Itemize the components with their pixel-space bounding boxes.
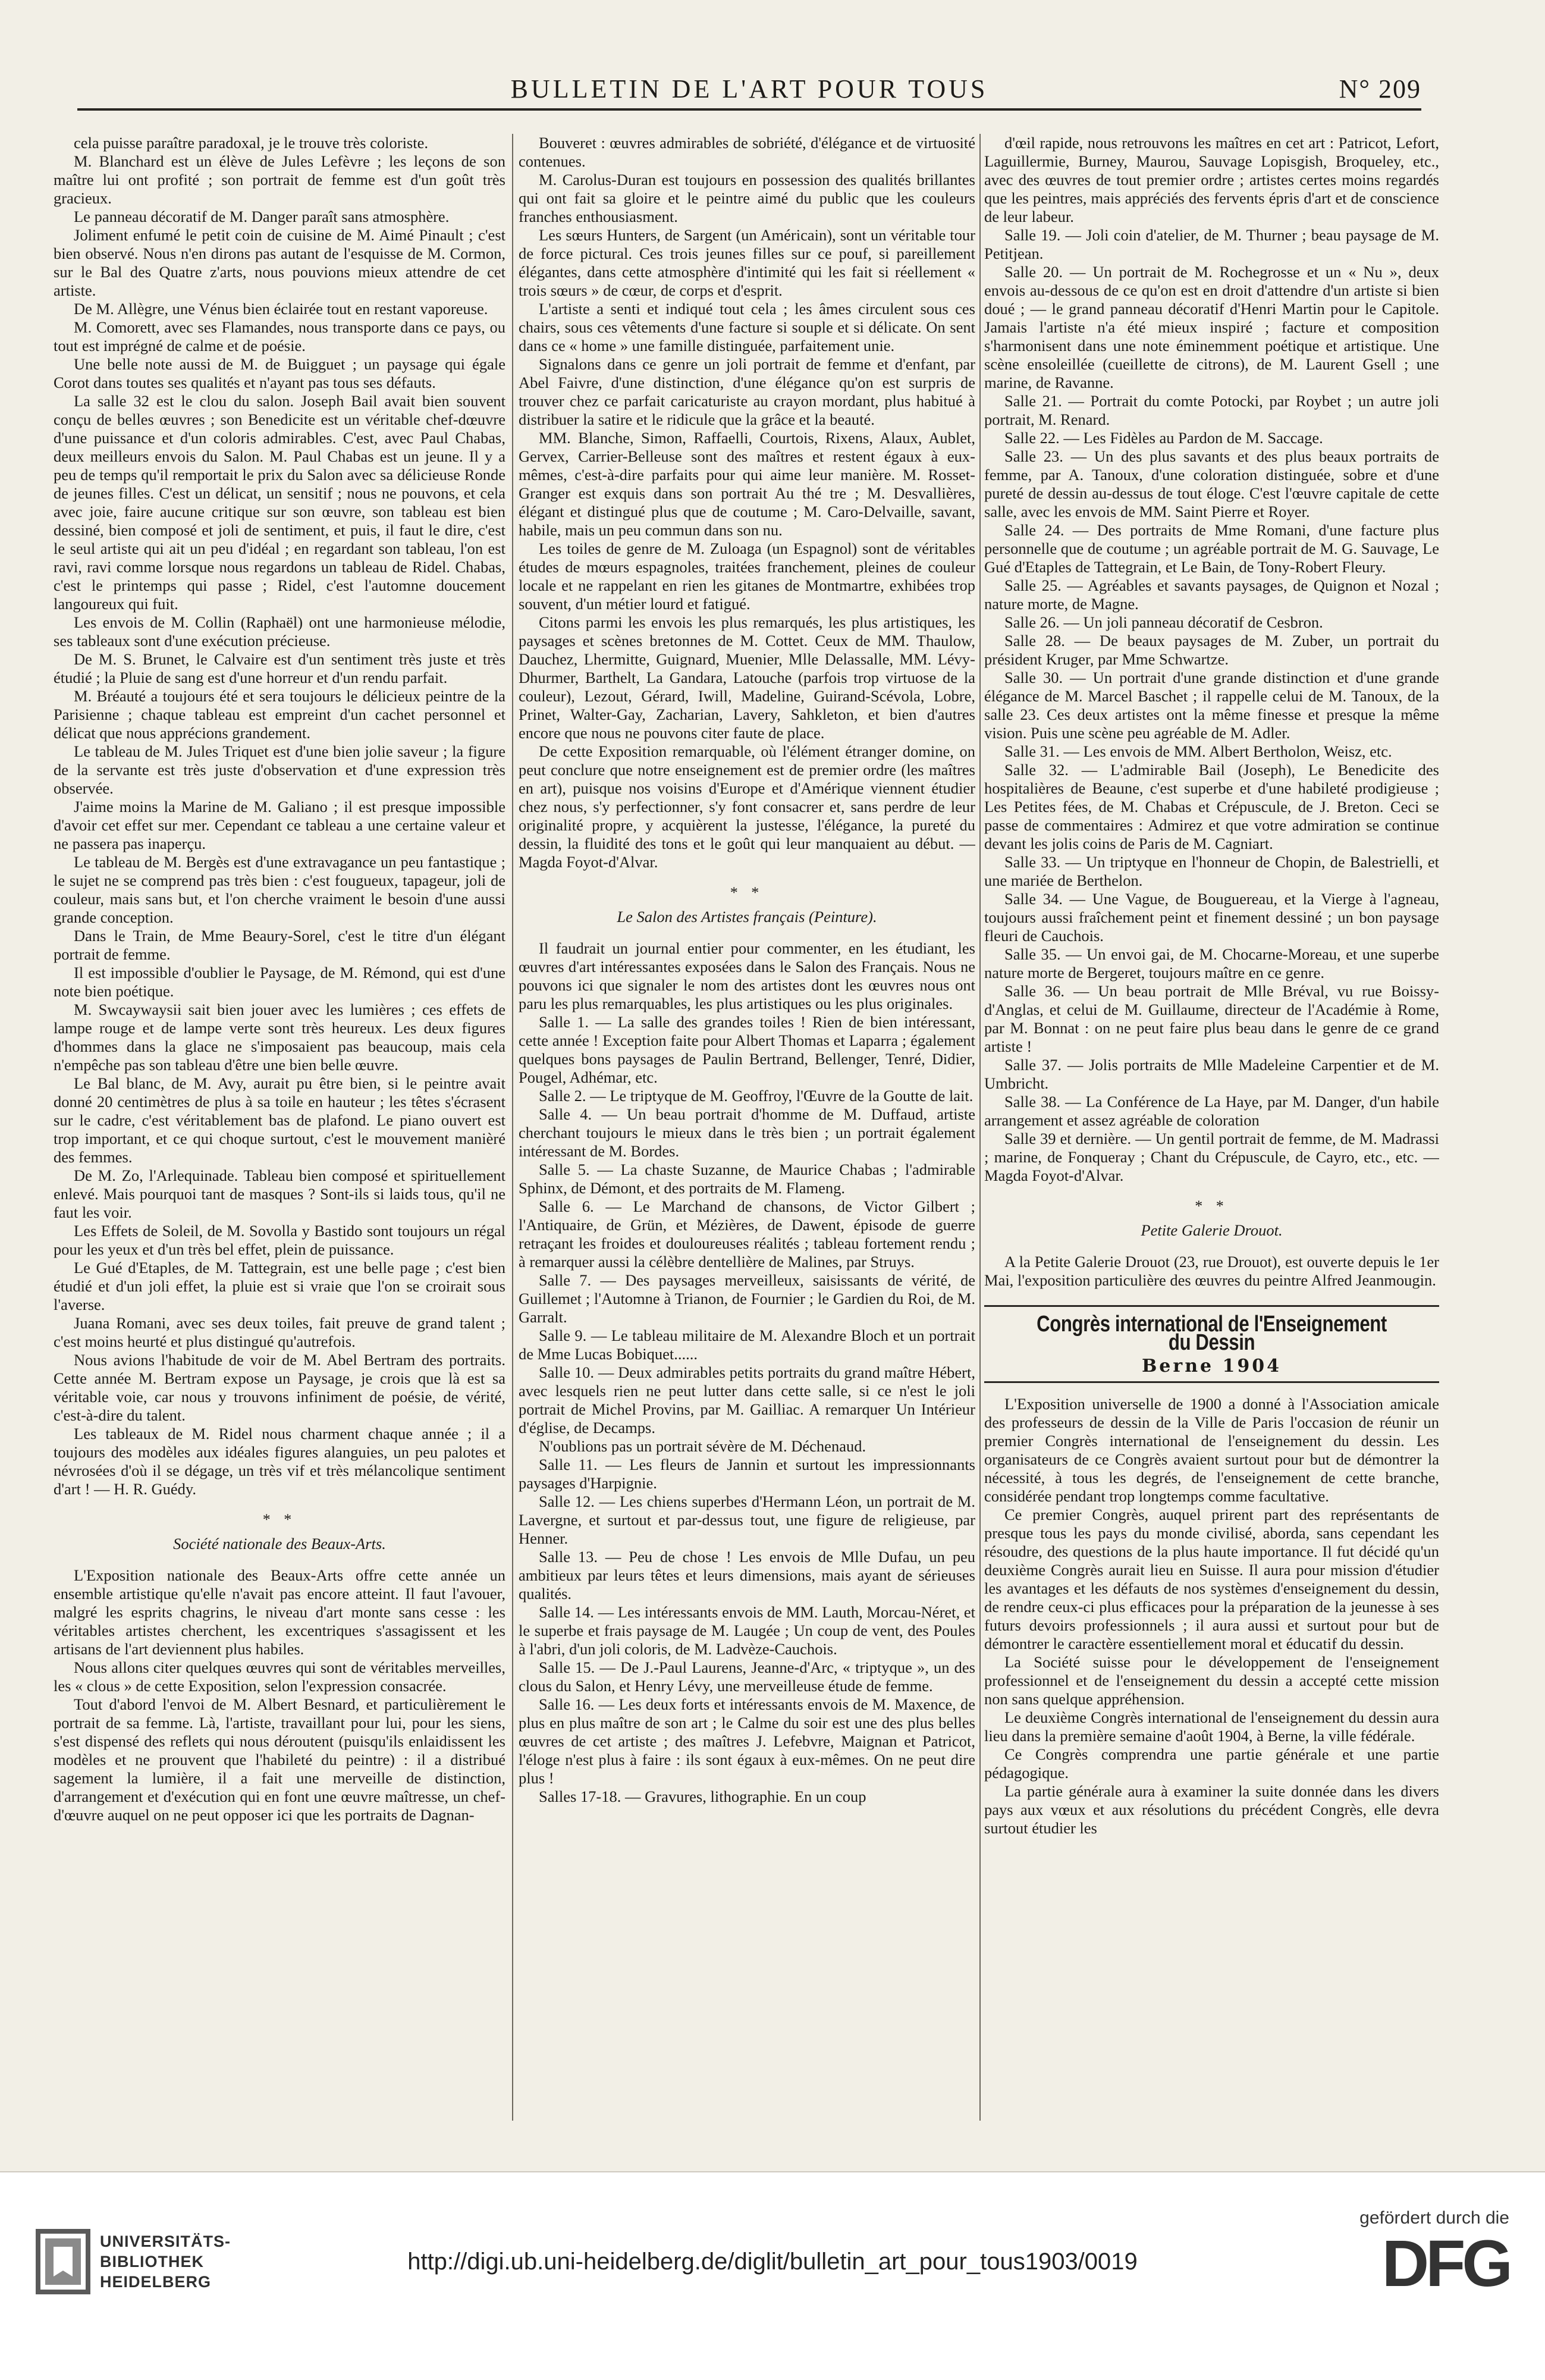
- page-number: N° 209: [1339, 74, 1421, 104]
- paragraph: Le Gué d'Etaples, de M. Tattegrain, est une belle page ; c'est bien étudié et d'un joli effet, la pluie est si vraie que l'on se croirait sous l'averse.: [54, 1259, 505, 1313]
- paragraph: Le Bal blanc, de M. Avy, aurait pu être bien, si le peintre avait donné 20 centimètres de plus à sa toile en hauteur ; les têtes s'écrasent sur le cadre, c'est véritablement bas de plafond. Le piano ouvert est trop important, et ce qui choque surtout, c'est le mouvement manièré des femmes.: [54, 1074, 505, 1166]
- paragraph: L'artiste a senti et indiqué tout cela ; les âmes circulent sous ces chairs, sous ces vêtements d'une facture si souple et si délicate. On sent dans ce « home » une famille distinguée, parfaitement unie.: [519, 300, 975, 355]
- column-rule: [979, 134, 981, 2121]
- paragraph: Citons parmi les envois les plus remarqués, les plus artistiques, les paysages et scènes bretonnes de M. Cottet. Ceux de MM. Thaulow, Dauchez, Lhermitte, Guignard, Muenier, Mlle Delassalle, MM. Lévy-Dhurmer, Barthelt, La Gandara, Latouche (parfois trop virtuose de la couleur), Lezout, Gérard, Iwill, Madeline, Guirand-Scévola, Lobre, Prinet, Walter-Gay, Zacharian, Lavery, Sahkleton, et bien d'autres encore que nous ne pouvons citer faute de place.: [519, 613, 975, 742]
- paragraph: Salle 36. — Un beau portrait de Mlle Bréval, vu rue Boissy-d'Anglas, et celui de M. Guillaume, directeur de l'Académie à Rome, par M. Bonnat : on ne peut faire plus beau dans le genre de ce grand artiste !: [984, 982, 1439, 1055]
- congres-title: Congrès international de l'Enseignement du Dessin: [1037, 1312, 1387, 1355]
- column-2: [519, 134, 975, 2127]
- paragraph: Dans le Train, de Mme Beaury-Sorel, c'est le titre d'un élégant portrait de femme.: [54, 927, 505, 963]
- paragraph: M. Swcaywaysii sait bien jouer avec les lumières ; ces effets de lampe rouge et de lampe verte sont très heureux. Les deux figures d'hommes dans la glace ne s'imposaient pas beaucoup, mais cela n'empêche pas son tableau d'être une bien belle œuvre.: [54, 1001, 505, 1074]
- paragraph: Salle 7. — Des paysages merveilleux, saisissants de vérité, de Guillemet ; l'Automne à Trianon, de Fournier ; le Gardien du Roi, de M. Garralt.: [519, 1271, 975, 1326]
- paragraph: M. Bréauté a toujours été et sera toujours le délicieux peintre de la Parisienne ; chaque tableau est empreint d'un cachet personnel et délicat que nous apprécions grandement.: [54, 687, 505, 742]
- journal-title: BULLETIN DE L'ART POUR TOUS: [510, 74, 988, 104]
- paragraph: Salle 30. — Un portrait d'une grande distinction et d'une grande élégance de M. Marcel Baschet ; il rappelle celui de M. Tanoux, de la salle 23. Ces deux artistes ont la même finesse et presque la même vision. Puis une scène peu agréable de M. Adler.: [984, 669, 1439, 742]
- digitization-footer: [0, 2171, 1545, 2380]
- paragraph: Ce premier Congrès, auquel prirent part des représentants de presque tous les pays du monde civilisé, aborda, sans cependant les résoudre, des questions de la plus haute importance. Il fut décidé qu'un deuxième Congrès aurait lieu en Suisse. Il aura pour mission d'étudier les avantages et les défauts de nos systèmes d'enseignement du dessin, de rendre ceux-ci plus efficaces pour la préparation de la jeunesse à ses futurs devoirs professionnels ; il aura aussi et surtout pour but de démontrer le caractère essentiellement moral et éducatif du dessin.: [984, 1506, 1439, 1652]
- paragraph: Salle 35. — Un envoi gai, de M. Chocarne-Moreau, et une superbe nature morte de Bergeret, toujours maître en ce genre.: [984, 945, 1439, 982]
- paragraph: Salle 31. — Les envois de MM. Albert Bertholon, Weisz, etc.: [1004, 742, 1392, 760]
- paragraph: Le tableau de M. Jules Triquet est d'une bien jolie saveur ; la figure de la servante est très juste d'observation et d'une expression très observée.: [54, 742, 505, 797]
- paragraph: Salle 38. — La Conférence de La Haye, par M. Danger, d'un habile arrangement et assez agréable de coloration: [984, 1093, 1439, 1129]
- congres-subtitle: Berne 1904: [1141, 1356, 1282, 1376]
- paragraph: N'oublions pas un portrait sévère de M. Déchenaud.: [539, 1437, 866, 1455]
- paragraph: J'aime moins la Marine de M. Galiano ; il est presque impossible d'avoir cet effet sur mer. Cependant ce tableau a une certaine valeur et ne passera pas inaperçu.: [54, 798, 505, 852]
- paragraph: Salle 25. — Agréables et savants paysages, de Quignon et Nozal ; nature morte, de Magne.: [984, 576, 1439, 613]
- paragraph: Salle 34. — Une Vague, de Bouguereau, et la Vierge à l'agneau, toujours aussi fraîchement peint et finement dessiné ; un bon paysage fleuri de Cauchois.: [984, 890, 1439, 945]
- paragraph: Le deuxième Congrès international de l'enseignement du dessin aura lieu dans la première semaine d'août 1904, à Berne, la ville fédérale.: [984, 1708, 1439, 1745]
- paragraph: Salle 14. — Les intéressants envois de MM. Lauth, Morcau-Néret, et le superbe et frais paysage de M. Laugée ; Un coup de vent, des Poules à l'abri, d'un joli coloris, de M. Ladvèze-Cauchois.: [519, 1603, 975, 1658]
- column-3-paragraphs: [984, 134, 1439, 1185]
- paragraph: Il est impossible d'oublier le Paysage, de M. Rémond, qui est d'une note bien poétique.: [54, 964, 505, 1000]
- section-title-drouot: Petite Galerie Drouot.: [1141, 1221, 1283, 1239]
- paragraph: Il faudrait un journal entier pour commenter, en les étudiant, les œuvres d'art intéressantes exposées dans le Salon des Français. Nous ne pouvons ici que signaler le nom des artistes dont les œuvres nous ont paru les plus remarquables, les plus artistiques ou les plus originales.: [519, 939, 975, 1012]
- paragraph: De cette Exposition remarquable, où l'élément étranger domine, on peut conclure que notre enseignement est de premier ordre (les maîtres en art), puisque nos voisins d'Europe et d'Amérique viennent étudier chez nous, s'y perfectionner, s'y font consacrer et, sans perdre de leur originalité propre, y acquièrent la justesse, l'élégance, la pureté du dessin, la fluidité des tons et le goût qui leur manquaient au début. — Magda Foyot-d'Alvar.: [519, 742, 975, 871]
- paragraph: M. Blanchard est un élève de Jules Lefèvre ; les leçons de son maître lui ont profité ; son portrait de femme est d'un goût très gracieux.: [54, 152, 505, 207]
- paragraph: Nous avions l'habitude de voir de M. Abel Bertram des portraits. Cette année M. Bertram expose un Paysage, je crois que là est sa véritable voie, car nous y trouvons infiniment de poésie, de vérité, c'est-à-dire du talent.: [54, 1351, 505, 1424]
- paragraph: Tout d'abord l'envoi de M. Albert Besnard, et particulièrement le portrait de sa femme. Là, l'artiste, travaillant pour lui, pour les siens, s'est dispensé des reflets qui nous déroutent (puisqu'ils enlaidissent les modèles et ne prouvent que l'habileté du peintre) : il a distribué sagement la lumière, il a fait une merveille de distinction, d'arrangement et d'exécution qui en font une œuvre maîtresse, un chef-d'œuvre auquel on ne peut opposer ici que les portraits de Dagnan-: [54, 1695, 505, 1824]
- paragraph: d'œil rapide, nous retrouvons les maîtres en cet art : Patricot, Lefort, Laguillermie, Burney, Maurou, Sauvage Lopisgish, Broqueley, etc., avec des œuvres de tout premier ordre ; artistes certes moins regardés que les peintres, mais appréciés des fervents épris d'art et de conscience de leur labeur.: [984, 134, 1439, 225]
- section-title-snba: Société nationale des Beaux-Arts.: [173, 1535, 386, 1553]
- paragraph: Salle 24. — Des portraits de Mme Romani, d'une facture plus personnelle que de coutume ; un agréable portrait de M. G. Sauvage, Le Gué d'Etaples de Tattegrain, et Le Bain, de Tony-Robert Fleury.: [984, 521, 1439, 576]
- column-1: [54, 134, 505, 2127]
- paragraph: Salle 6. — Le Marchand de chansons, de Victor Gilbert ; l'Antiquaire, de Grün, et Mézières, de Dawent, épisode de guerre retraçant les froides et douloureuses réalités ; tableau fortement rendu ; à remarquer aussi la célèbre dentellière de Malines, par Struys.: [519, 1197, 975, 1271]
- dfg-logo[interactable]: [1260, 2208, 1509, 2327]
- permalink-url[interactable]: http://digi.ub.uni-heidelberg.de/diglit/bulletin_art_pour_tous1903/0019: [407, 2249, 1138, 2275]
- library-line-3: HEIDELBERG: [100, 2273, 212, 2291]
- paragraph: Salle 32. — L'admirable Bail (Joseph), Le Benedicite des hospitalières de Beaune, c'est superbe et d'une habileté prodigieuse ; Les Petites fées, de M. Chabas et Crépuscule, de J. Breton. Ceci se passe de commentaires : Admirez et que votre admiration se continue devant les jolis coins de Paris de M. Cagniart.: [984, 761, 1439, 852]
- paragraph: MM. Blanche, Simon, Raffaelli, Courtois, Rixens, Alaux, Aublet, Gervex, Carrier-Belleuse sont des maîtres et restent égaux à eux-mêmes, c'est-à-dire parfaits pour qui aime leur manière. M. Rosset-Granger est exquis dans son portrait Au thé tre ; M. Desvallières, élégant et distingué plus que de coutume ; M. Caro-Delvaille, savant, habile, mais un peu commun dans son nu.: [519, 429, 975, 539]
- paragraph: De M. Allègre, une Vénus bien éclairée tout en restant vaporeuse.: [74, 300, 488, 318]
- paragraph: Salle 21. — Portrait du comte Potocki, par Roybet ; un autre joli portrait, M. Renard.: [984, 392, 1439, 428]
- paragraph: Salle 33. — Un triptyque en l'honneur de Chopin, de Balestrielli, et une mariée de Berthelon.: [984, 853, 1439, 889]
- paragraph: Une belle note aussi de M. de Buigguet ; un paysage qui égale Corot dans toutes ses qualités et n'ayant pas tous ses défauts.: [54, 355, 505, 391]
- paragraph: Salle 16. — Les deux forts et intéressants envois de M. Maxence, de plus en plus maître de son art ; le Calme du soir est une des plus belles œuvres de cet artiste ; des maîtres J. Lefebvre, Maignan et Patricot, l'éloge n'est plus à faire : ils sont égaux à eux-mêmes. On ne peut dire plus !: [519, 1695, 975, 1787]
- paragraph: Les tableaux de M. Ridel nous charment chaque année ; il a toujours des modèles aux idéales figures alanguies, un peu palotes et névrosées d'où il se dégage, un très vif et très mélancolique sentiment d'art ! — H. R. Guédy.: [54, 1425, 505, 1498]
- dfg-wordmark: DFG: [1381, 2227, 1509, 2300]
- paragraph: Les envois de M. Collin (Raphaël) ont une harmonieuse mélodie, ses tableaux sont d'une exécution précieuse.: [54, 613, 505, 650]
- paragraph: M. Carolus-Duran est toujours en possession des qualités brillantes qui ont fait sa gloire et le peintre aimé du public que les couleurs franches enthousiasment.: [519, 171, 975, 225]
- column-3: [984, 134, 1439, 2127]
- paragraph: Salle 22. — Les Fidèles au Pardon de M. Saccage.: [1004, 429, 1323, 447]
- section-separator: * *: [730, 884, 764, 901]
- funder-label: gefördert durch die: [1359, 2208, 1509, 2228]
- column-1-paragraphs: [54, 134, 505, 1498]
- paragraph: Salle 28. — De beaux paysages de M. Zuber, un portrait du président Kruger, par Mme Schwartze.: [984, 632, 1439, 668]
- paragraph: Ce Congrès comprendra une partie générale et une partie pédagogique.: [984, 1745, 1439, 1782]
- column-2-paragraphs: [519, 134, 975, 871]
- paragraph: De M. Zo, l'Arlequinade. Tableau bien composé et spirituellement enlevé. Mais pourquoi tant de masques ? Sont-ils si laids tous, qu'il ne faut les voir.: [54, 1167, 505, 1221]
- paragraph: Salle 4. — Un beau portrait d'homme de M. Duffaud, artiste cherchant toujours le mieux dans le très bien ; un portrait également intéressant de M. Bordes.: [519, 1105, 975, 1160]
- section-title-salon: Le Salon des Artistes français (Peinture).: [617, 908, 877, 926]
- column-1-paragraphs-2: [54, 1566, 505, 1824]
- paragraph: Joliment enfumé le petit coin de cuisine de M. Aimé Pinault ; c'est bien observé. Nous n'en dirons pas autant de l'esquisse de M. Cormon, sur le Bal des Quatre z'arts, nous pouvions mieux attendre de cet artiste.: [54, 226, 505, 299]
- paragraph: De M. S. Brunet, le Calvaire est d'un sentiment très juste et très étudié ; la Pluie de sang est d'une horreur et d'un rendu parfait.: [54, 650, 505, 686]
- paragraph: Les sœurs Hunters, de Sargent (un Américain), sont un véritable tour de force pictural. Ces trois jeunes filles sur ce pouf, si pareillement élégantes, dans cette atmosphère d'intimité qui les fait si réellement « trois sœurs » de cœur, de corps et d'esprit.: [519, 226, 975, 299]
- paragraph: Salle 12. — Les chiens superbes d'Hermann Léon, un portrait de M. Lavergne, et surtout et par-dessus tout, une figure de religieuse, par Henner.: [519, 1492, 975, 1547]
- section-separator: * *: [262, 1511, 297, 1528]
- page-header: [77, 67, 1421, 111]
- paragraph: Salle 10. — Deux admirables petits portraits du grand maître Hébert, avec lesquels rien ne peut lutter dans cette salle, si ce n'est le joli portrait de Michel Provins, par M. Gailliac. A remarquer Un Intérieur d'église, de Decamps.: [519, 1363, 975, 1437]
- paragraph: Salle 13. — Peu de chose ! Les envois de Mlle Dufau, un peu ambitieux par leurs têtes et leurs dimensions, mais ayant de sérieuses qualités.: [519, 1548, 975, 1603]
- paragraph: Bouveret : œuvres admirables de sobriété, d'élégance et de virtuosité contenues.: [519, 134, 975, 170]
- paragraph: La partie générale aura à examiner la suite donnée dans les divers pays aux vœux et aux résolutions du précédent Congrès, elle devra surtout étudier les: [984, 1782, 1439, 1837]
- library-line-2: BIBLIOTHEK: [100, 2253, 204, 2271]
- library-line-1: UNIVERSITÄTS-: [100, 2232, 231, 2250]
- paragraph: Salle 15. — De J.-Paul Laurens, Jeanne-d'Arc, « triptyque », un des clous du Salon, et Henry Lévy, une merveilleuse étude de femme.: [519, 1658, 975, 1695]
- paragraph: Salle 19. — Joli coin d'atelier, de M. Thurner ; beau paysage de M. Petitjean.: [984, 226, 1439, 262]
- paragraph: Le panneau décoratif de M. Danger paraît sans atmosphère.: [74, 208, 450, 225]
- paragraph: Salle 39 et dernière. — Un gentil portrait de femme, de M. Madrassi ; marine, de Fonqueray ; Chant du Crépuscule, de Cayro, etc., etc. — Magda Foyot-d'Alvar.: [984, 1130, 1439, 1184]
- paragraph: Nous allons citer quelques œuvres qui sont de véritables merveilles, les « clous » de cette Exposition, selon l'expression consacrée.: [54, 1658, 505, 1695]
- paragraph: cela puisse paraître paradoxal, je le trouve très coloriste.: [74, 134, 428, 152]
- paragraph: Salle 1. — La salle des grandes toiles ! Rien de bien intéressant, cette année ! Exception faite pour Albert Thomas et Laparra ; également quelques bons paysages de Paulin Bertrand, Bellenger, Tenré, Didier, Pougel, Adhémar, etc.: [519, 1013, 975, 1086]
- paragraph: Salle 37. — Jolis portraits de Mlle Madeleine Carpentier et de M. Umbricht.: [984, 1056, 1439, 1092]
- paragraph: Juana Romani, avec ses deux toiles, fait preuve de grand talent ; c'est moins heurté et plus distingué qu'autrefois.: [54, 1314, 505, 1350]
- paragraph: La Société suisse pour le développement de l'enseignement professionnel et de l'enseignement du dessin a accepté cette mission non sans quelque appréhension.: [984, 1653, 1439, 1708]
- paragraph: L'Exposition nationale des Beaux-Arts offre cette année un ensemble artistique qu'elle n'avait pas encore atteint. Il faut l'avouer, malgré les esprits chagrins, le niveau d'art monte sans cesse : les véritables artistes cherchent, les excentriques s'assagissent et les artisans de l'art deviennent plus habiles.: [54, 1566, 505, 1658]
- paragraph: Salle 26. — Un joli panneau décoratif de Cesbron.: [1004, 613, 1323, 631]
- column-2-paragraphs-2: [519, 939, 975, 1806]
- column-3-paragraphs-2: [984, 1253, 1439, 1290]
- paragraph: Le tableau de M. Bergès est d'une extravagance un peu fantastique ; le sujet ne se comprend pas très bien : c'est fougueux, tapageur, joli de couleur, mais sans but, et l'on cherche vraiment le besoin d'une aussi grande conception.: [54, 853, 505, 926]
- paragraph: A la Petite Galerie Drouot (23, rue Drouot), est ouverte depuis le 1er Mai, l'exposition particulière des œuvres du peintre Alfred Jeanmougin.: [984, 1253, 1439, 1289]
- paragraph: Signalons dans ce genre un joli portrait de femme et d'enfant, par Abel Faivre, d'une distinction, d'une élégance qu'on est surpris de trouver chez ce parfait caricaturiste au crayon mordant, plus habitué à distribuer la satire et le ridicule que la grâce et la beauté.: [519, 355, 975, 428]
- congres-heading-box: [984, 1305, 1439, 1383]
- paragraph: Salle 2. — Le triptyque de M. Geoffroy, l'Œuvre de la Goutte de lait.: [539, 1087, 974, 1105]
- column-3-paragraphs-3: [984, 1395, 1439, 1837]
- paragraph: Salle 5. — La chaste Suzanne, de Maurice Chabas ; l'admirable Sphinx, de Démont, et des portraits de M. Flameng.: [519, 1161, 975, 1197]
- paragraph: Salle 23. — Un des plus savants et des plus beaux portraits de femme, par A. Tanoux, d'une coloration distinguée, sobre et d'une pureté de dessin au-dessus de tout éloge. C'est l'œuvre capitale de cette salle, avec les envois de MM. Saint Pierre et Royer.: [984, 447, 1439, 520]
- paragraph: M. Comorett, avec ses Flamandes, nous transporte dans ce pays, ou tout est imprégné de calme et de poésie.: [54, 318, 505, 355]
- paragraph: Les toiles de genre de M. Zuloaga (un Espagnol) sont de véritables études de mœurs espagnoles, traitées franchement, pleines de couleur locale et ne rappelant en rien les gitanes de Montmartre, exhibées trop souvent, d'un métier lourd et fatigué.: [519, 540, 975, 613]
- paragraph: L'Exposition universelle de 1900 a donné à l'Association amicale des professeurs de dessin de la Ville de Paris l'occasion de réunir un premier Congrès international de l'enseignement du dessin. Les organisateurs de ce Congrès avaient surtout pour but de démontrer la nécessité, à tous les degrés, de l'enseignement de cette branche, considérée pendant trop longtemps comme facultative.: [984, 1395, 1439, 1505]
- paragraph: Salle 20. — Un portrait de M. Rochegrosse et un « Nu », deux envois au-dessous de ce qu'on est en droit d'attendre d'un artiste si bien doué ; — le grand panneau décoratif d'Henri Martin pour le Capitole. Jamais l'artiste n'a été mieux inspiré ; facture et composition s'harmonisent dans une note éminemment poétique et artistique. Une scène ensoleillée (cueillette de citrons), de M. Laurent Gsell ; une marine, de Ravanne.: [984, 263, 1439, 391]
- section-separator: * *: [1195, 1197, 1229, 1215]
- paragraph: Salles 17-18. — Gravures, lithographie. En un coup: [539, 1788, 866, 1805]
- paragraph: La salle 32 est le clou du salon. Joseph Bail avait bien souvent conçu de belles œuvres ; son Benedicite est un véritable chef-dœuvre d'une puissance et d'un coloris admirables. C'est, avec Paul Chabas, deux meilleurs envois du Salon. M. Paul Chabas est un jeune. Il y a peu de temps qu'il remportait le prix du Salon avec sa délicieuse Ronde de jeunes filles. C'est un délicat, un sensitif ; nous ne pouvons, et cela avec joie, faire aucune critique sur son œuvre, son tableau est bien dessiné, bien composé et joli de sentiment, et puis, il faut le dire, c'est le seul artiste qui ait un peu d'idéal ; en regardant son tableau, l'on est ravi, ravi comme lorsque nous regardons un tableau de Ridel. Chabas, c'est le printemps qui passe ; Ridel, c'est l'automne doucement langoureux qui fuit.: [54, 392, 505, 613]
- paragraph: Salle 11. — Les fleurs de Jannin et surtout les impressionnants paysages d'Harpignie.: [519, 1456, 975, 1492]
- paragraph: Salle 9. — Le tableau militaire de M. Alexandre Bloch et un portrait de Mme Lucas Bobiquet......: [519, 1327, 975, 1363]
- paragraph: Les Effets de Soleil, de M. Sovolla y Bastido sont toujours un régal pour les yeux et d'un très bel effet, plein de puissance.: [54, 1222, 505, 1258]
- column-rule: [512, 134, 513, 2121]
